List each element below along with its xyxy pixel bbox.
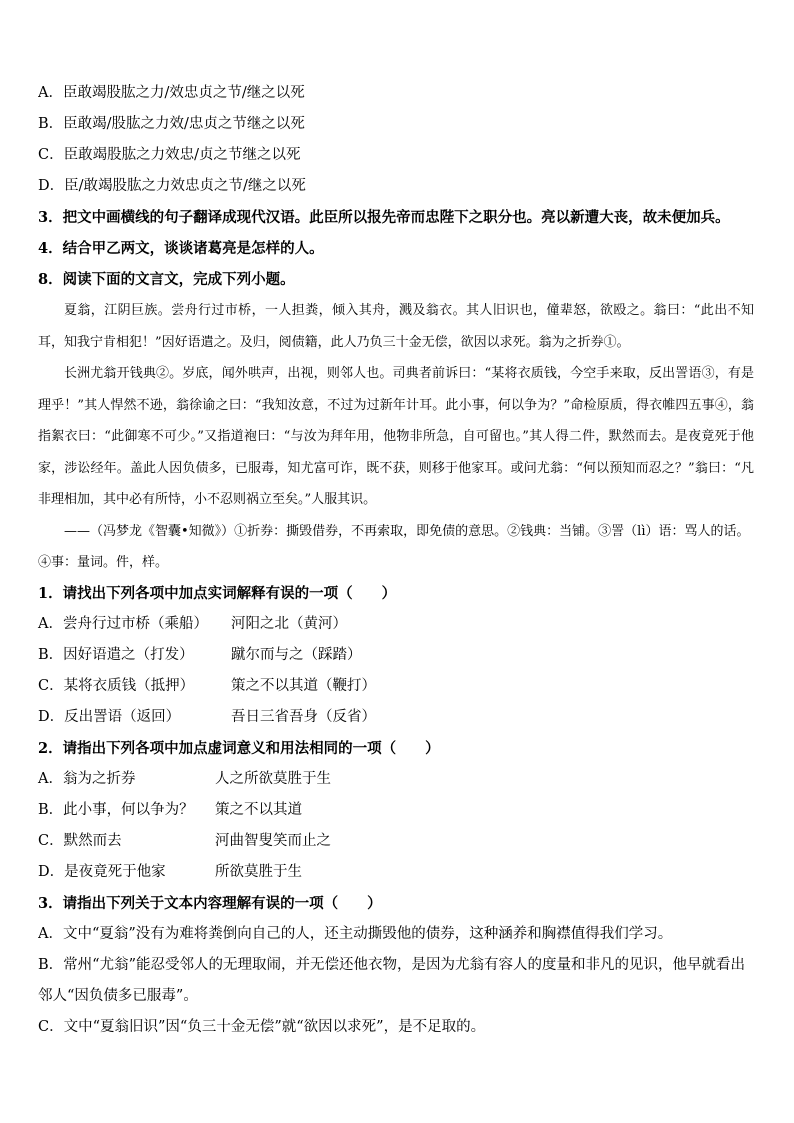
sub-question-2-option: C．默然而去 河曲智叟笑而止之 <box>38 832 331 849</box>
passage-paragraph-1: 夏翁，江阴巨族。尝舟行过市桥，一人担粪，倾入其舟，溅及翁衣。其人旧识也，僮辈怒，欲殴之。翁曰：“此出不知耳，知我宁肯相犯！”因好语遣之。及归，阅债籍，此人乃负三十金无偿，欲因以求死。翁为之折券①。 <box>38 303 754 350</box>
option-d-punctuation: D．臣/敢竭股肱之力效忠贞之节/继之以死 <box>38 178 306 194</box>
sub-question-2-option: A．翁为之折券 人之所欲莫胜于生 <box>38 770 331 787</box>
sub-question-1-option: B．因好语遣之（打发） 蹴尔而与之（踩踏） <box>38 646 362 663</box>
sub-question-2-option: D．是夜竟死于他家 所欲莫胜于生 <box>38 863 302 880</box>
passage-paragraph-2: 长洲尤翁开钱典②。岁底，闻外哄声，出视，则邻人也。司典者前诉曰：“某将衣质钱，今空手来取，反出詈语③，有是理乎！”其人悍然不逊，翁徐谕之曰：“我知汝意，不过为过新年计耳。此小事，何以争为？”命检原质，得衣帷四五事④，翁指絮衣曰：“此御寒不可少。”又指道袍曰：“与汝为拜年用，他物非所急，自可留也。”其人得二件，默然而去。是夜竟死于他家，涉讼经年。盖此人因负债多，已服毒，知尤富可诈，既不获，则移于他家耳。或问尤翁：“何以预知而忍之？”翁曰：“凡非理相加，其中必有所恃，小不忍则祸立至矣。”人服其识。 <box>38 366 754 507</box>
sub-question-1-option: D．反出詈语（返回） 吾日三省吾身（反省） <box>38 708 376 725</box>
option-b-punctuation: B．臣敢竭/股肱之力效/忠贞之节继之以死 <box>38 116 305 132</box>
option-c-punctuation: C．臣敢竭股肱之力效忠/贞之节继之以死 <box>38 147 301 163</box>
sub-question-1-stem: 1．请找出下列各项中加点实词解释有误的一项（ ） <box>38 584 397 602</box>
sub-question-1-option: A．尝舟行过市桥（乘船） 河阳之北（黄河） <box>38 615 347 632</box>
sub-question-3-option-b: B．常州“尤翁”能忍受邻人的无理取闹，并无偿还他衣物，是因为尤翁有容人的度量和非凡的见识，他早就看出邻人“因负债多已服毒”。 <box>38 956 745 1004</box>
sub-question-2-stem: 2．请指出下列各项中加点虚词意义和用法相同的一项（ ） <box>38 739 440 757</box>
classical-passage <box>38 295 754 516</box>
sub-question-3-stem: 3．请指出下列关于文本内容理解有误的一项（ ） <box>38 894 382 912</box>
sub-question-1-option: C．某将衣质钱（抵押） 策之不以其道（鞭打） <box>38 677 376 694</box>
sub-question-3-option-a: A．文中“夏翁”没有为难将粪倒向自己的人，还主动撕毁他的债券，这种涵养和胸襟值得我们学习。 <box>38 925 673 942</box>
source-footnotes: ——（冯梦龙《智囊•知微》）①折券：撕毁借券，不再索取，即免债的意思。②钱典：当铺。③詈（lì）语：骂人的话。④事：量词。件，样。 <box>38 523 750 570</box>
sub-question-2-option: B．此小事，何以争为？ 策之不以其道 <box>38 801 302 818</box>
question-8-title: 8．阅读下面的文言文，完成下列小题。 <box>38 271 295 288</box>
option-a-punctuation: A．臣敢竭股肱之力/效忠贞之节/继之以死 <box>38 85 305 101</box>
question-3-translate: 3．把文中画横线的句子翻译成现代汉语。此臣所以报先帝而忠陛下之职分也。亮以新遭大丧，故未便加兵。 <box>38 209 730 226</box>
sub-question-3-option-c: C．文中“夏翁旧识”因“负三十金无偿”就“欲因以求死”，是不足取的。 <box>38 1018 486 1035</box>
question-4: 4．结合甲乙两文，谈谈诸葛亮是怎样的人。 <box>38 240 324 257</box>
